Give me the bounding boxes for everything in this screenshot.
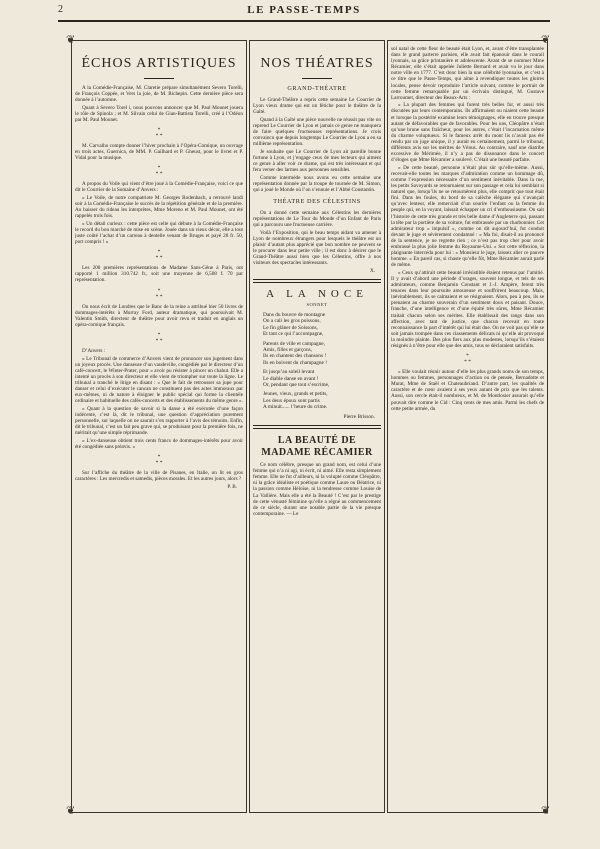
noce-title: A LA NOCE [266, 287, 368, 300]
section-divider [253, 425, 381, 429]
verse-line: Et jusqu’au soleil levant [263, 369, 315, 376]
section-divider [253, 279, 381, 283]
theatres-title: NOS THÉATRES [260, 56, 374, 71]
echos-paragraph: Quant à Severo Torel i, nous pouvons annoncer que M. Paul Mounet jouera le rôle de Spinola ; et M. Silvain celui de Gian-Battista Torelli, créé à l’Odéon par M. Paul Mounet. [75, 104, 243, 123]
echos-paragraph: « Le Voile, de notre compatriote M. Georges Rodenbach, a retrouvé landi soir à la Comédie-Française le succès de la répétition générale et de la première. Au baisser du rideau les interprètes, Mme Moreno et M. Paul Mounet, ont été rappelés trois fois. [75, 195, 243, 220]
verse-line: Ils en boivent du champagne ! [263, 359, 327, 366]
recamier-paragraph: « Ceux qu’attirait cette beauté irrésistible étaient retenus par l’amitié. Il y avait d’abord une période d’orages, souvent longue, et tels de ses admirateurs, comme Benjamin Constant et J.-J. Ampère, ferent très tenaces dans leur poursuite amoureuse et souffrirent beaucoup. Mais, inévitablement, ils se calmaient et se résignaient. Alors, peu à peu, ils se prenaient au charme souverain d’un sentiment doux et paisant. Douce, franche, d’une intelligence et d’une équité très sûres, Mme Récamier traitait chacun selon ses mérites. Elle établissait des rangs dans son affection, avec tant de justice, que chacun recevait en toute reconnaissance la part d’intérêt qui lui était due. On ne voit pas qu’elle se soit jamais trompée dans ces classements délicats ni qu’elle ait provoqué la moindre plainte. Des plus fiers aux plus modestes, lorsqu’ils s’étaient résignés à n’être pour elle que des amis, tous se déclaraient satisfaits. [391, 269, 544, 349]
verse-line: Le fin glâner de Soissons, [263, 324, 318, 331]
verse-line: Amis, filles et garçons, [263, 346, 312, 353]
theatre-paragraph: Le Grand-Théâtre a repris cette semaine Le Courrier de Lyon vieux drame qui est un fétiche pour le théâtre de la Gaîté. [253, 97, 381, 116]
verse-line: Et tant ce qui l’accompagne, [263, 331, 324, 338]
stars-divider-icon: * * * [464, 353, 471, 366]
echos-paragraph: « Le Tribunal de commerce d’Anvers vient de prononcer son jugement dans un joyeux procès. Une danseuse d’un vaudeville, congédiée par le directeur d’un café-concert, le Winter-Prater, pour « avoir pu résister à pincer un chahut. Elle a intenté un procès à son directeur et elle vient de triompher sur toute la ligne. Le tribunal a tranché le litige en disant : « Que le fait de retrousser sa jupe pour danser et celui d’exécuter le cancan ne constituent pas des actes immoraux par eux-mêmes, ni de nature à éloigner le public spécial qui forme la clientèle ordinaire et habituelle des cafés-concerts et des établissements du même genre ». [75, 355, 243, 405]
verse-line: A minuit...... l’heure du crime. [263, 404, 328, 411]
echos-paragraph: A la Comédie-Française, M. Claretie prépare simultanément Severo Torelli, de François Coppée, et Vers la joie, de M. Richepin. Cette dernière pièce sera donnée à l’automne. [75, 85, 243, 104]
sonnet-stanza [263, 312, 381, 338]
sonnet-stanza [263, 341, 381, 367]
echos-paragraph: « Quant à la question de savoir si la danse a été exécutée d’une façon indécente, c’est là, dit le tribunal, une question d’appréciation purement personnelle, sur laquelle on ne saurait s’en rapporter à l’avis des témoins. Enfin, dit le tribunal, c’est un fait peu grave qui, se produisant pour la première fois, ne méritait qu’une simple réprimande. [75, 405, 243, 437]
page-number: 2 [58, 4, 63, 15]
recamier-paragraph: « Elle voulait réunir autour d’elle les plus grands noms de son temps, hommes ou femmes, personnages d’action ou de pensée, Bernadotte et Murat, Mme de Staël et Chateaubriand. D’autre part, les qualités de caractère et de cœur avaient à ses yeux autant de prix que les talents. Aussi, son cercle était-il nombreux, et M. de Montlosier assurait qu’elle pouvait dire comme le Cid : Cinq cents de mes amis. Parmi les chefs de cette petite armée, du [391, 369, 544, 412]
verse-line: Or, pendant que tout s’escrime, [263, 382, 330, 388]
sonnet-stanza [263, 391, 381, 410]
sonnet-stanza [263, 369, 381, 388]
recamier-paragraph: sol natal de cette fleur de beauté était Lyon, et, avant d’être transplantée dans le grand parterre parisien, elle avait fait épanouir dans le courail lyonnais, sa grâce printanière et adolescente. Avant de se nommer Mme Récamier, elle s’était appelée Juliette Bernard et avait vu le jour dans notre ville en 1777. C’est donc bien la une célébrité lyonnaise, et c’est à ce titre que le Passe-Temps, qui aime à revendiquer toutes les gloires locales, pense devoir reproduire l’article suivant, comme le portrait de cette femme remarquable par un écrivain distingué, M. Gustave Larroumet, directeur des Beaux-Arts : [391, 46, 544, 101]
column-theatres [253, 46, 381, 811]
title-rule [302, 78, 332, 79]
echos-paragraph: Sur l’affiche du théâtre de la ville de Pisanes, en Italie, on lit en gros caractères : Les mercredis et samedis, pièces morales. Et les autres jours, alors ? [75, 469, 243, 483]
poem-author: Pierre Brisson. [343, 413, 375, 420]
echos-paragraph: « L’ex-danseuse obtient trois cents francs de dommages-intérêts pour avoir été congédiée sans préavis. » [75, 437, 243, 450]
verse-line: Les deux époux sont partis [263, 397, 320, 404]
stars-divider-icon: * * * [155, 127, 163, 140]
theatre-paragraph: Voilà l’Exposition, qui le beau temps aidant va amener à Lyon de nombreux étrangers pour lesquels le théâtre est un plaisir d’autant plus apprécié que bon nombre ne peuvent se le procurer dans leur petite ville ; il est donc à désirer que le Grand-Théâtre aussi bien que les Célestins, offre à nos visiteurs des spectacles intéressants. [253, 229, 381, 267]
recamier-paragraph: « De cette beauté, personne n’était plus sûr qu’elle-même. Aussi, recevait-elle toutes les marques d’admiration comme un hommage dû, comme l’expression nécessaire d’un sentiment inévitable. Dans la rue, les petits Savoyards se retournaient sur son passage et cela lui semblait si naturel que, lorsqu’ils ne se retournèrent plus, elle comprit que tout était fini. Dans les foules, du bord de sa calèche élégante qui s’avançait qu’avec lenteur, elle remerciait d’un sourire l’enfant ou la femme du peuple qui, en la voyant, laissait échapper un cri d’enthousiasme. On sait l’histoire de cette très grande et très belle dame d’Angleterre qui, passant la tête par la portière de sa voiture, fut embrassée par un charbonnier. Cet admirateur trop « impulsif », comme on dit aujourd’hui, fut conduit devant le juge et sévèrement condamné : « Ma foi, disait-il au prononcé de la sentence, je ne regrette rien ; ce n’est pas trop cher pour avoir embrassé la plus jolie femme du Royaume-Uni. » Sur cette réflexion, la plaignante intercéda pour lui : « Monsieur le juge, laissez aller ce pauvre homme. » En pareil cas, si chaste qu’elle fût, Mme Récamier aurait parlé de même. [391, 164, 544, 269]
echos-signature: P. B. [227, 483, 237, 490]
recamier-paragraph: « La plupart des femmes qui furent très belles fur, et aussi très discutées par leurs contemporains. Ils affirmaient ou niaient cette beauté et lorsque la postérité examine leurs témoignages, elle en trouve presque autant de défavorables que de favorables. Pour les uns, Cléopâtre n’était qu’une brune sans fraîcheur, pour les autres, c’était l’incarnation même du charme voluptueux. Si le fameux arrêt du mont lis n’avait pas été rendu par un juge unique, il y aurait eu certainement, parmi le tribunal, différents avis sur les mérites de Vénus. Au contraire, sauf une diatribe excessive de Mérimée, il n’y a pas de dissonance dans le concert d’éloges que Mme Récamier a soulevé. C’était une beauté parfaite. [391, 102, 544, 164]
corner-ornament-icon: ❦ [541, 805, 551, 817]
verse-line: Parents de ville et campagne, [263, 340, 325, 347]
title-rule [144, 78, 174, 79]
corner-ornament-icon: ❦ [66, 805, 76, 817]
recamier-paragraph: Ce nom célèbre, presque un grand nom, est celui d’une femme qui n’a ni agi, ni écrit, ni aimé. Elle resta simplement femme. Elle ne fut d’ailleurs, ni la volupté comme Cléopâtre, ni la grâce idéaliste et poétique comme Laure ou Béatrice, ni la passion comme Héloïse, ni la tendresse comme Louise de La Vallière. Mais elle a été la Beauté ! C’est par le prestige de cette vénusté féminine qu’elle a régné au commencement de ce siècle, durant une notable partie de la vie presque contemporaine. — Le [253, 462, 381, 517]
column-recamier-continued [391, 46, 544, 811]
theatre-paragraph: On a donné cette semaine aux Célestins les dernières représentations de Le Tour du Monde d’un Enfant de Paris qui a parcouru une fructueuse carrière. [253, 209, 381, 229]
stars-divider-icon: * * * [155, 165, 163, 178]
recamier-title: LA BEAUTÉ DE MADAME RÉCAMIER [261, 435, 373, 459]
grand-theatre-heading: GRAND-THÉATRE [287, 85, 347, 92]
corner-ornament-icon: ❦ [541, 34, 551, 46]
theatres-signature: X. [369, 267, 375, 274]
echos-title: ÉCHOS ARTISTIQUES [81, 56, 237, 71]
echos-paragraph: On nous écrit de Londres que le Banc de la reine a attribué hier 50 livres de dommages-intérêts à Murray Ford, auteur dramatique, qui poursuivait M. Valentin Smith, directeur de théâtre pour avoir revu et traduit en anglais un opéra-comique français. [75, 303, 243, 328]
verse-line: Dans du bouvre de montagne [263, 311, 326, 318]
echos-paragraph: « Un détail curieux : cette pièce est celle qui débute à la Comédie-Française le record du bon marché de mise en scène. Jouée dans un vieux décor, elle a tout juste coûté l’achat d’un carreau à dentelle venant de Bruges et payé 28 fr. 50, port compris ! » [75, 220, 243, 246]
stars-divider-icon: * * * [155, 331, 163, 344]
echos-paragraph: D’Anvers : [82, 347, 106, 354]
theatre-paragraph: Je souhaite que Le Courrier de Lyon ait pareille bonne fortune à Lyon, et j’engage ceux de mes lecteurs qui aiment ce genre à aller voir ce drame, qui est très intéressant et qui fera verser des larmes aux personnes sensibles. [253, 148, 381, 174]
poem-kind: SONNET [306, 301, 328, 307]
masthead: LE PASSE-TEMPS [247, 4, 361, 16]
page-header [58, 4, 550, 18]
verse-line: Jeunes, vieux, grands et petits, [263, 391, 328, 398]
echos-paragraph: A propos du Voile qui vient d’être joué à la Comédie-Française, voici ce que dit le Courrier de la Somaine d’Anvers : [75, 181, 243, 194]
verse-line: Ils en chantent des chansons ! [263, 353, 327, 360]
verse-line: On a cali les gros poissons, [263, 318, 321, 325]
corner-ornament-icon: ❦ [66, 34, 76, 46]
theatre-paragraph: Comme intermède nous avons eu cette semaine une représentation donnée par la troupe de tournée de M. Simon, qui a joué le Monde où l’on s’ennuie et l’Abbé Constantin. [253, 174, 381, 193]
sonnet [253, 312, 381, 411]
verse-line: Le diable danse en avant ! [263, 375, 319, 382]
echos-paragraph: Les 200 premières représentations de Madame Sans-Gêne à Paris, ont rapporté 1 million 310.742 fr., soit une moyenne de 6,508 f. 70 par représentation. [75, 265, 243, 284]
stars-divider-icon: * * * [155, 249, 163, 262]
header-rule [58, 20, 550, 22]
stars-divider-icon: * * * [155, 453, 163, 466]
echos-paragraph: M. Carvalho compte donner l’hiver prochain à l’Opéra-Comique, un ouvrage en trois actes, Guernica, de MM. P. Gailhard et P. Gheust, pour le livret et P. Vidal pour la musique. [75, 143, 243, 162]
stars-divider-icon: * * * [155, 287, 163, 300]
column-echos [75, 46, 243, 811]
celestins-heading: THÉATRE DES CÉLESTINS [273, 197, 361, 205]
theatre-paragraph: Quand à la Gaîté une pièce nouvelle ne réussit pas vite on reprend Le Courrier de Lyon et jamais ce genre ne manquera de faire quelques fructueuses représentations. Je crois convaincu que depuis longtemps Le Courrier de Lyon a eu sa millième représentation. [253, 116, 381, 148]
